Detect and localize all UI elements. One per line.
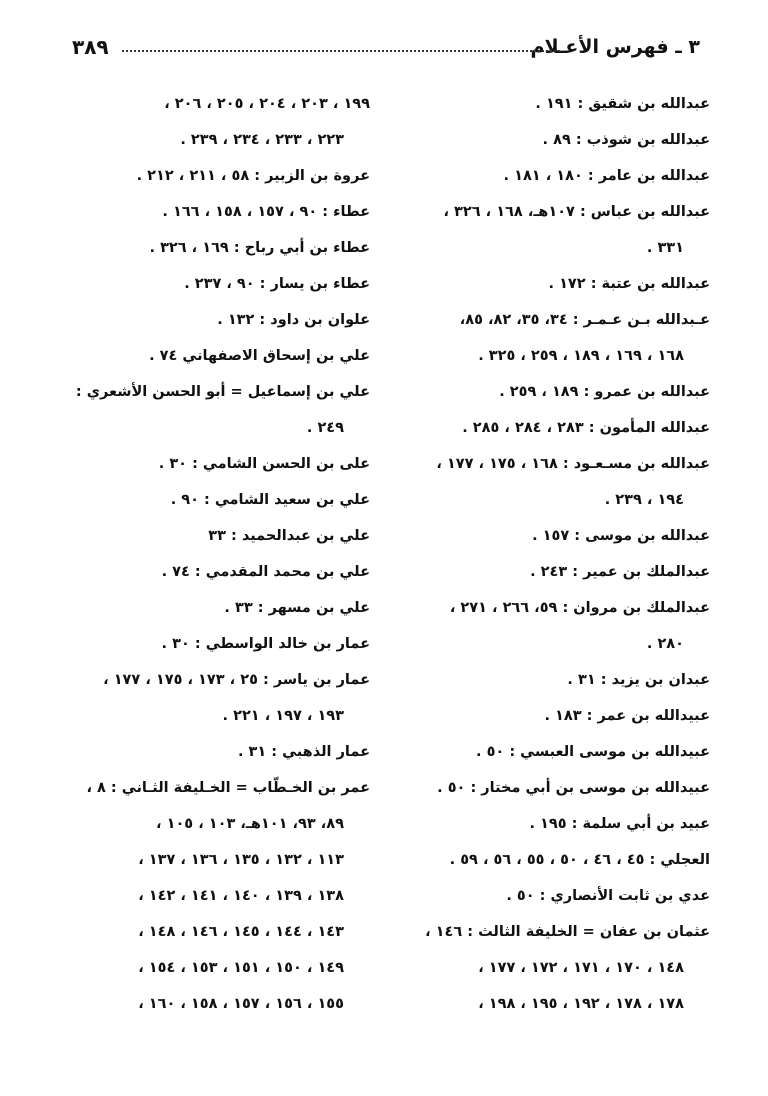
index-entry: عطاء بن يسار : ٩٠ ، ٢٣٧ . bbox=[184, 276, 370, 292]
index-entry: عبدالله بن عامر : ١٨٠ ، ١٨١ . bbox=[503, 168, 710, 184]
index-entry-continuation: ١١٣ ، ١٣٢ ، ١٣٥ ، ١٣٦ ، ١٣٧ ، bbox=[138, 852, 344, 868]
index-entry: العجلي : ٤٥ ، ٤٦ ، ٥٠ ، ٥٥ ، ٥٦ ، ٥٩ . bbox=[449, 852, 710, 868]
index-entry: عثمان بن عفان = الخليفة الثالث : ١٤٦ ، bbox=[425, 924, 710, 940]
index-entry: عبيد بن أبي سلمة : ١٩٥ . bbox=[529, 816, 710, 832]
index-entry-continuation: ١٩٤ ، ٢٣٩ . bbox=[604, 492, 684, 508]
index-entry: علي بن مسهر : ٣٣ . bbox=[224, 600, 370, 616]
index-entry-continuation: ١٤٩ ، ١٥٠ ، ١٥١ ، ١٥٣ ، ١٥٤ ، bbox=[138, 960, 344, 976]
index-column-right bbox=[390, 86, 710, 1022]
index-entry-continuation: ١٤٣ ، ١٤٤ ، ١٤٥ ، ١٤٦ ، ١٤٨ ، bbox=[138, 924, 344, 940]
index-entry: على بن الحسن الشامي : ٣٠ . bbox=[158, 456, 370, 472]
index-entry: علي بن إسحاق الاصفهاني ٧٤ . bbox=[149, 348, 370, 364]
index-entry: عطاء : ٩٠ ، ١٥٧ ، ١٥٨ ، ١٦٦ . bbox=[162, 204, 370, 220]
index-entry: عبدالله بن عمرو : ١٨٩ ، ٢٥٩ . bbox=[499, 384, 710, 400]
index-entry-continuation: ١٤٨ ، ١٧٠ ، ١٧١ ، ١٧٢ ، ١٧٧ ، bbox=[478, 960, 684, 976]
index-entry-continuation: ١٣٨ ، ١٣٩ ، ١٤٠ ، ١٤١ ، ١٤٢ ، bbox=[138, 888, 344, 904]
index-entry: عبيدالله بن عمر : ١٨٣ . bbox=[544, 708, 710, 724]
page-number: ٣٨٩ bbox=[72, 35, 109, 59]
index-entry: عبيدالله بن موسى العبسي : ٥٠ . bbox=[476, 744, 710, 760]
index-entry: عمر بن الخـطّاب = الخـليفة الثـاني : ٨ ، bbox=[86, 780, 370, 796]
index-entry: عبدالله بن مسـعـود : ١٦٨ ، ١٧٥ ، ١٧٧ ، bbox=[436, 456, 710, 472]
index-entry-continuation: ٣٣١ . bbox=[646, 240, 684, 256]
index-entry: عبدالملك بن عمير : ٢٤٣ . bbox=[530, 564, 710, 580]
index-entry: عمار الذهبي : ٣١ . bbox=[237, 744, 370, 760]
index-entry: علي بن سعيد الشامي : ٩٠ . bbox=[170, 492, 370, 508]
index-column-left bbox=[35, 86, 370, 1022]
index-entry-continuation: ١٥٥ ، ١٥٦ ، ١٥٧ ، ١٥٨ ، ١٦٠ ، bbox=[138, 996, 344, 1012]
index-entry: عطاء بن أبي رباح : ١٦٩ ، ٣٢٦ . bbox=[149, 240, 370, 256]
index-entry: عبدالله بن عتبة : ١٧٢ . bbox=[548, 276, 710, 292]
index-entry: عبيدالله بن موسى بن أبي مختار : ٥٠ . bbox=[437, 780, 710, 796]
index-entry: علي بن محمد المقدمي : ٧٤ . bbox=[161, 564, 370, 580]
index-entry: علوان بن داود : ١٣٢ . bbox=[217, 312, 370, 328]
index-entry-continuation: ١٩٣ ، ١٩٧ ، ٢٢١ . bbox=[222, 708, 344, 724]
index-entry: عروة بن الزبير : ٥٨ ، ٢١١ ، ٢١٢ . bbox=[136, 168, 370, 184]
running-header bbox=[72, 30, 700, 64]
index-entry: عبدالله بن عباس : ١٠٧هـ، ١٦٨ ، ٣٢٦ ، bbox=[443, 204, 710, 220]
index-entry: علي بن إسماعيل = أبو الحسن الأشعري : bbox=[75, 384, 370, 400]
index-entry: عمار بن ياسر : ٢٥ ، ١٧٣ ، ١٧٥ ، ١٧٧ ، bbox=[103, 672, 370, 688]
index-entry: عـبدالله بـن عـمـر : ٣٤، ٣٥، ٨٢، ٨٥، bbox=[459, 312, 710, 328]
index-entry: عدي بن ثابت الأنصاري : ٥٠ . bbox=[506, 888, 710, 904]
index-entry-continuation: ١٦٨ ، ١٦٩ ، ١٨٩ ، ٢٥٩ ، ٣٢٥ . bbox=[478, 348, 684, 364]
index-entry: عبدالملك بن مروان : ٥٩، ٢٦٦ ، ٢٧١ ، bbox=[449, 600, 710, 616]
index-entry: ١٩٩ ، ٢٠٣ ، ٢٠٤ ، ٢٠٥ ، ٢٠٦ ، bbox=[164, 96, 370, 112]
index-entry: عبدان بن يزيد : ٣١ . bbox=[567, 672, 710, 688]
dotted-leader bbox=[122, 50, 560, 52]
index-entry-continuation: ٢٤٩ . bbox=[306, 420, 344, 436]
index-entry-continuation: ٢٢٣ ، ٢٣٣ ، ٢٣٤ ، ٢٣٩ . bbox=[180, 132, 344, 148]
index-entry-continuation: ٢٨٠ . bbox=[646, 636, 684, 652]
index-entry: علي بن عبدالحميد : ٣٣ bbox=[208, 528, 370, 544]
chapter-title: ٣ ـ فهرس الأعـلام bbox=[530, 36, 700, 58]
index-entry: عمار بن خالد الواسطي : ٣٠ . bbox=[161, 636, 370, 652]
index-entry: عبدالله بن شوذب : ٨٩ . bbox=[542, 132, 710, 148]
index-entry-continuation: ١٧٨ ، ١٧٨ ، ١٩٢ ، ١٩٥ ، ١٩٨ ، bbox=[478, 996, 684, 1012]
index-entry: عبدالله المأمون : ٢٨٣ ، ٢٨٤ ، ٢٨٥ . bbox=[462, 420, 710, 436]
index-entry-continuation: ٨٩، ٩٣، ١٠١هـ، ١٠٣ ، ١٠٥ ، bbox=[156, 816, 344, 832]
index-entry: عبدالله بن موسى : ١٥٧ . bbox=[532, 528, 710, 544]
index-entry: عبدالله بن شقيق : ١٩١ . bbox=[535, 96, 710, 112]
